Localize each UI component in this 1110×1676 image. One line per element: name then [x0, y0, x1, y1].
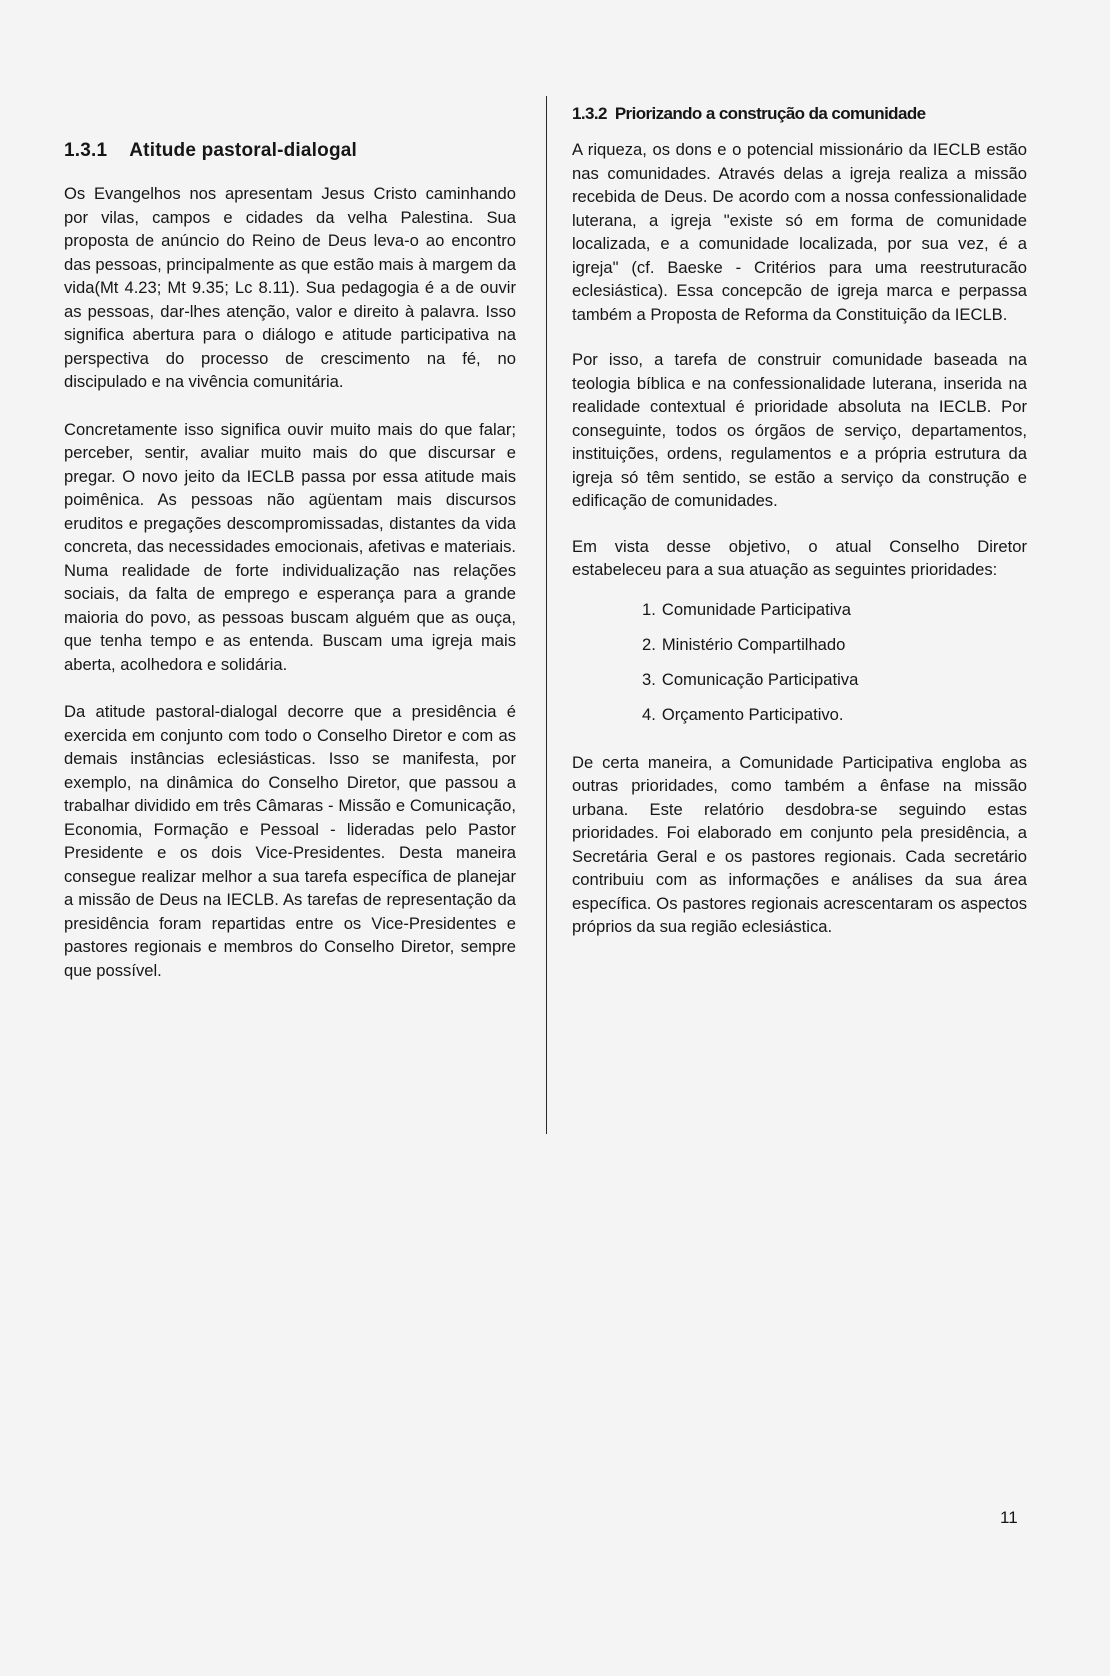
paragraph: Os Evangelhos nos apresentam Jesus Cristo caminhando por vilas, campos e cidades da velha Palestina. Sua proposta de anúncio do Reino de Deus leva-o ao encontro das pessoas, principalmente as que estão mais à margem da vida(Mt 4.23; Mt 9.35; Lc 8.11). Sua pedagogia é a de ouvir as pessoas, dar-lhes atenção, valor e direito à palavra. Isso significa abertura para o diálogo e atitude participativa na perspectiva do processo de crescimento na fé, no discipulado e na vivência comunitária.: [64, 184, 516, 391]
section-title: Atitude pastoral-dialogal: [129, 140, 358, 161]
paragraph: Em vista desse objetivo, o atual Conselho Diretor estabeleceu para a sua atuação as seguintes prioridades:: [572, 536, 1027, 579]
priority-list: [572, 598, 1027, 727]
list-item: 1. Comunidade Participativa: [642, 599, 851, 619]
paragraph: Da atitude pastoral-dialogal decorre que a presidência é exercida em conjunto com todo o Conselho Diretor e com as demais instâncias eclesiásticas. Isso se manifesta, por exemplo, na dinâmica do Conselho Diretor, que passou a trabalhar dividido em três Câmaras - Missão e Comunicação, Economia, Formação e Pessoal - lideradas pelo Pastor Presidente e os dois Vice-Presidentes. Desta maneira consegue realizar melhor a sua tarefa específica de planejar a missão de Deus na IECLB. As tarefas de representação da presidência foram repartidas entre os Vice-Presidentes e pastores regionais e membros do Conselho Diretor, sempre que possível.: [64, 702, 516, 980]
page-number: 11: [1000, 1508, 1018, 1527]
list-item: 3. Comunicação Participativa: [642, 669, 859, 689]
section-title: Priorizando a construção da comunidade: [614, 104, 926, 123]
right-column: [572, 104, 1027, 939]
paragraph: Por isso, a tarefa de construir comunidade baseada na teologia bíblica e na confessionalidade luterana, inserida na realidade contextual é prioridade absoluta na IECLB. Por conseguinte, todos os órgãos de serviço, departamentos, instituições, ordens, regulamentos e a própria estrutura da igreja só têm sentido, se estão a serviço da construção e edificação de comunidades.: [572, 350, 1027, 510]
column-divider: [546, 96, 547, 1134]
paragraph: Concretamente isso significa ouvir muito mais do que falar; perceber, sentir, avaliar muito mais do que discursar e pregar. O novo jeito da IECLB passa por essa atitude mais poimênica. As pessoas não agüentam mais discursos eruditos e pregações descompromissadas, distantes da vida concreta, das necessidades emocionais, afetivas e materiais. Numa realidade de forte individualização nas relações sociais, da falta de emprego e esperança para a grande maioria do povo, as pessoas buscam alguém que as ouça, que tenha tempo e as entenda. Buscam uma igreja mais aberta, acolhedora e solidária.: [64, 419, 516, 674]
paragraph: De certa maneira, a Comunidade Participativa engloba as outras prioridades, como também a ênfase na missão urbana. Este relatório desdobra-se seguindo estas prioridades. Foi elaborado em conjunto pela presidência, a Secretária Geral e os pastores regionais. Cada secretário contribuiu com as informações e análises da sua área específica. Os pastores regionais acrescentaram os aspectos próprios da sua região eclesiástica.: [572, 752, 1027, 936]
paragraph: A riqueza, os dons e o potencial missionário da IECLB estão nas comunidades. Através delas a igreja realiza a missão recebida de Deus. De acordo com a nossa confessionalidade luterana, a igreja "existe só em forma de comunidade localizada, e a comunidade localizada, por sua vez, é a igreja" (cf. Baeske - Critérios para uma reestruturacão eclesiástica). Essa concepcão de igreja marca e perpassa também a Proposta de Reforma da Constituição da IECLB.: [572, 140, 1027, 324]
section-number: 1.3.2: [572, 104, 607, 123]
list-item: 2. Ministério Compartilhado: [642, 634, 846, 654]
section-number: 1.3.1: [64, 140, 108, 161]
section-heading-1-3-1: [64, 140, 516, 162]
left-column: [64, 140, 516, 982]
section-heading-1-3-2: [572, 104, 1027, 124]
list-item: 4. Orçamento Participativo.: [642, 704, 844, 724]
